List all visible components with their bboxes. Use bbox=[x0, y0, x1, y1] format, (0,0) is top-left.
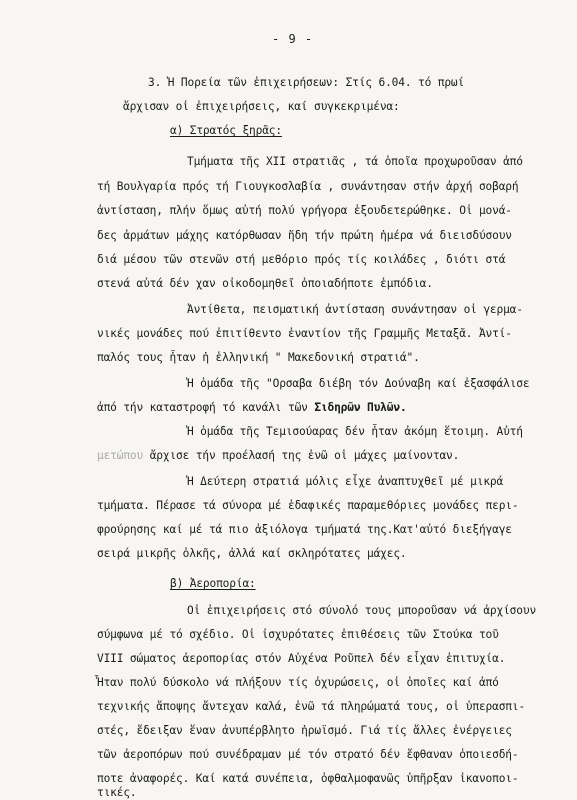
text-line: στές, ἔδειξαν ἕναν ἀνυπέρβλητο ἡρωϊσμό. Γιά τίς ἄλλες ἐνέργειες bbox=[97, 724, 512, 737]
text-line: σειρά μικρῆς ὀλκῆς, ἀλλά καί σκληρότατες μάχες. bbox=[97, 547, 407, 560]
text-line: Τμήματα τῆς XII στρατιᾶς , τά ὁποῖα προχωροῦσαν ἀπό bbox=[187, 155, 523, 168]
page-number: - 9 - bbox=[272, 32, 314, 46]
text-line: τεχνικής ἄποψης ἄντεχαν καλά, ἐνῶ τά πληρώματά τους, οἱ ὑπερασπι- bbox=[97, 700, 526, 713]
text-line: Ἀντίθετα, πεισματική ἀντίσταση συνάντησαν οἱ γερμα- bbox=[187, 303, 523, 316]
faded-word: μετώπου bbox=[97, 449, 144, 462]
subheading-land-army: α) Στρατός ξηρᾶς: bbox=[170, 124, 282, 137]
subheading-air-force: β) Ἀεροπορία: bbox=[170, 577, 256, 590]
text-line: Οἱ ἐπιχειρήσεις στό σύνολό τους μποροῦσαν νά ἀρχίσουν bbox=[187, 604, 537, 617]
text-line: Ἡ ὁμάδα τῆς "Ορσαβα διέβη τόν Δούναβη καί ἐξασφάλισε bbox=[187, 377, 530, 390]
text-line: δες ἁρμάτων μάχης κατόρθωσαν ἤδη τήν πρώτη ἡμέρα νά διεισδύσουν bbox=[97, 229, 512, 242]
text-line: Ἡ Δεύτερη στρατιά μόλις εἶχε ἀναπτυχθεῖ μέ μικρά bbox=[187, 475, 504, 488]
text-line: VIII σώματος ἀεροπορίας στόν Αὐχένα Ροῦπελ δέν εἶχαν ἐπιτυχία. bbox=[97, 652, 506, 665]
text-line: ποτε ἀναφορές. Καί κατά συνέπεια, ὀφθαλμοφανῶς ὑπῆρξαν ἱκανοποι- bbox=[97, 772, 519, 785]
text-line: φρούρησης καί μέ τά πιο ἀξιόλογα τμήματά της.Κατ'αὐτό διεξήγαγε bbox=[97, 523, 512, 536]
text-line bbox=[97, 449, 459, 463]
text-line: τικές. bbox=[97, 786, 137, 799]
text-line: τμήματα. Πέρασε τά σύνορα μέ ἐδαφικές παραμεθόριες μονάδες περι- bbox=[97, 499, 519, 512]
text-line: διά μέσου τῶν στενῶν στή μεθόριο πρός τίς κοιλάδες , διότι στά bbox=[97, 253, 506, 266]
text-line: νικές μονάδες πού ἐπιτίθεντο ἐναντίον τῆς Γραμμῆς Μεταξᾶ. Ἀντί- bbox=[97, 327, 512, 340]
text-line: ἀντίσταση, πλήν ὅμως αὐτή πολύ γρήγορα ἐξουδετερώθηκε. Οἱ μονά- bbox=[97, 204, 512, 217]
text-line bbox=[97, 401, 407, 415]
text-line: τῶν ἀεροπόρων πού συνέδραμαν μέ τόν στρατό δέν ἔφθαναν ὁποιεσδή- bbox=[97, 748, 519, 761]
text-span: ἀπό τήν καταστροφή τό κανάλι τῶν bbox=[97, 401, 308, 414]
iron-gates-text: Σιδηρῶν Πυλῶν. bbox=[314, 401, 407, 414]
text-line: ἄρχισαν οἱ ἐπιχειρήσεις, καί συγκεκριμένα: bbox=[123, 100, 400, 113]
text-line: σύμφωνα μέ τό σχέδιο. Οἱ ἰσχυρότατες ἐπιθέσεις τῶν Στούκα τοῦ bbox=[97, 628, 499, 641]
text-line: στενά αὐτά δέν χαν οἰκοδομηθεῖ ὁποιαδήποτε ἐμπόδια. bbox=[97, 277, 433, 290]
text-line: τή Βουλγαρία πρός τή Γιουγκοσλαβία , συνάντησαν στήν ἀρχή σοβαρή bbox=[97, 180, 519, 193]
text-line: παλός τους ἦταν ἡ ἑλληνική " Μακεδονική στρατιά". bbox=[97, 351, 420, 364]
text-line: Ἦταν πολύ δύσκολο νά πλήξουν τίς ὀχυρώσεις, οἱ ὁποῖες καί ἀπό bbox=[97, 676, 499, 689]
text-line: Ἡ ὁμάδα τῆς Τεμισούαρας δέν ἦταν ἀκόμη ἕτοιμη. Αὐτή bbox=[187, 425, 523, 438]
text-span: ἄρχισε τήν προέλασή της ἐνῶ οἱ μάχες μαίνονταν. bbox=[149, 449, 460, 462]
section-3-heading: 3. Ἡ Πορεία τῶν ἐπιχειρήσεων: Στίς 6.04. τό πρωί bbox=[148, 76, 465, 89]
